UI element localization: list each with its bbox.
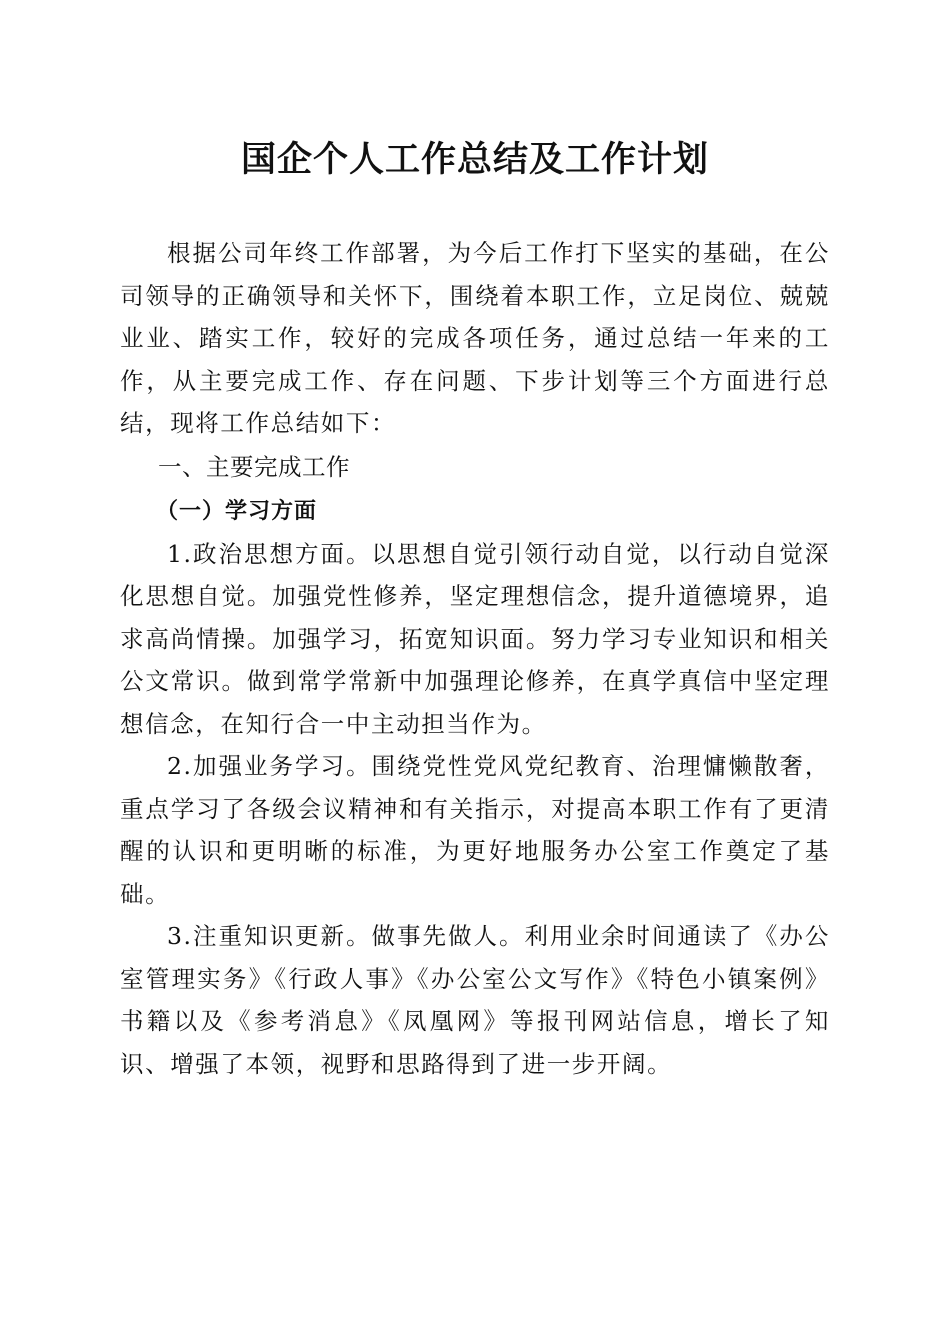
intro-paragraph: 根据公司年终工作部署，为今后工作打下坚实的基础，在公司领导的正确领导和关怀下，围绕着本职工作，立足岗位、兢兢业业、踏实工作，较好的完成各项任务，通过总结一年来的工作，从主要完成工作、存在问题、下步计划等三个方面进行总结，现将工作总结如下：: [120, 239, 830, 437]
item-paragraph-business-study: 2.加强业务学习。围绕党性党风党纪教育、治理慵懒散奢，重点学习了各级会议精神和有关指示，对提高本职工作有了更清醒的认识和更明晰的标准，为更好地服务办公室工作奠定了基础。: [120, 752, 830, 908]
subsection-heading-study: （一）学习方面: [156, 497, 318, 524]
item-paragraph-political: 1.政治思想方面。以思想自觉引领行动自觉，以行动自觉深化思想自觉。加强党性修养，坚定理想信念，提升道德境界，追求高尚情操。加强学习，拓宽知识面。努力学习专业知识和相关公文常识。做到常学常新中加强理论修养，在真学真信中坚定理想信念，在知行合一中主动担当作为。: [120, 539, 830, 738]
section-heading-main-work: 一、主要完成工作: [158, 452, 350, 481]
document-title: 国企个人工作总结及工作计划: [240, 139, 709, 180]
item-paragraph-knowledge-update: 3.注重知识更新。做事先做人。利用业余时间通读了《办公室管理实务》《行政人事》《办公室公文写作》《特色小镇案例》书籍以及《参考消息》《凤凰网》等报刊网站信息，增长了知识、增强了本领，视野和思路得到了进一步开阔。: [120, 922, 830, 1078]
document-body: [120, 232, 830, 1085]
